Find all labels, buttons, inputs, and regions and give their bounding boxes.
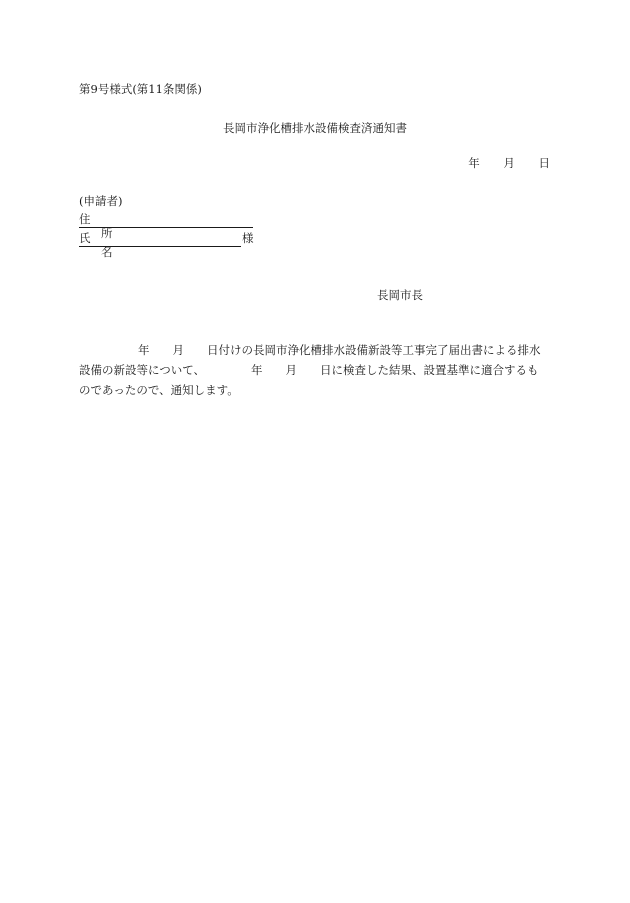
name-label: 氏名 [79, 231, 113, 259]
date-year-label: 年 [468, 156, 480, 170]
notice-body [79, 340, 551, 400]
document-title: 長岡市浄化槽排水設備検査済通知書 [223, 121, 407, 135]
name-underline [79, 246, 241, 247]
form-number: 第9号様式(第11条関係) [79, 82, 202, 96]
issuer: 長岡市長 [377, 288, 423, 302]
address-underline [79, 227, 253, 228]
applicant-label: (申請者) [79, 194, 123, 208]
date-day-label: 日 [538, 156, 550, 170]
body-line-2: 設備の新設等について、 年 月 日に検査した結果、設置基準に適合するも [79, 363, 539, 377]
honorific: 様 [242, 231, 254, 245]
body-line-1: 年 月 日付けの長岡市浄化槽排水設備新設等工事完了届出書による排水 [138, 343, 541, 357]
date-month-label: 月 [503, 156, 515, 170]
body-line-3: のであったので、通知します。 [79, 383, 239, 397]
address-label: 住所 [79, 212, 113, 240]
date-line [448, 156, 550, 170]
